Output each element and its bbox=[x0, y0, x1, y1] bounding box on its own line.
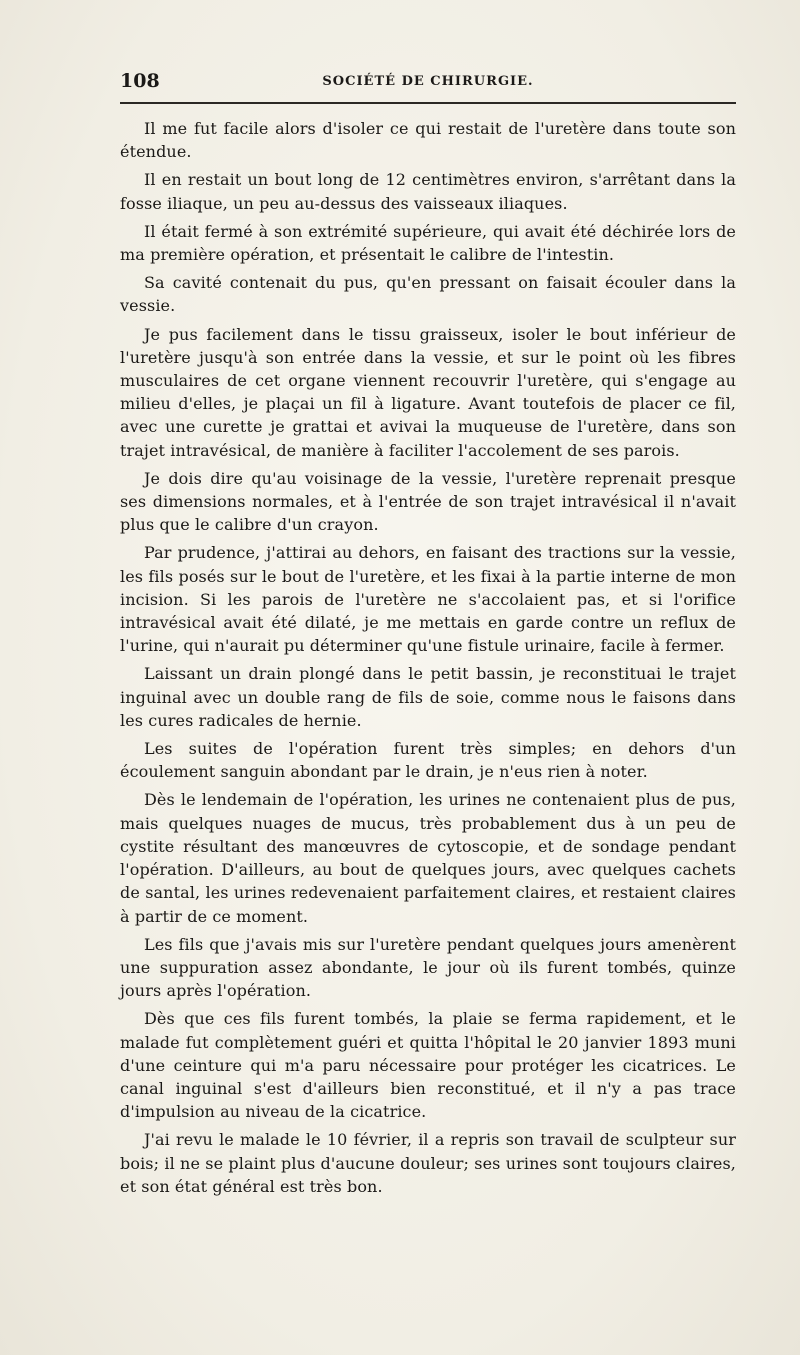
body-text bbox=[120, 117, 736, 1203]
paragraph-13: J'ai revu le malade le 10 février, il a repris son travail de sculpteur sur bois; il ne se plaint plus d'aucune douleur; ses urines sont toujours claires, et son état général est très bon. bbox=[120, 1130, 736, 1196]
paragraph-5: Je pus facilement dans le tissu graisseux, isoler le bout inférieur de l'uretère jusqu'à son entrée dans la vessie, et sur le point où les fibres musculaires de cet organe viennent recouvrir l'uretère, qui s'engage au milieu d'elles, je plaçai un fil à ligature. Avant toutefois de placer ce fil, avec une curette je grattai et avivai la muqueuse de l'uretère, dans son trajet intravésical, de manière à faciliter l'accolement de ses parois. bbox=[120, 324, 736, 460]
paragraph-8: Laissant un drain plongé dans le petit bassin, je reconstituai le trajet inguinal avec un double rang de fils de soie, comme nous le faisons dans les cures radicales de hernie. bbox=[120, 664, 736, 730]
paragraph-3: Il était fermé à son extrémité supérieure, qui avait été déchirée lors de ma première opération, et présentait le calibre de l'intestin. bbox=[120, 221, 736, 265]
header-rule bbox=[120, 102, 736, 104]
paragraph-2: Il en restait un bout long de 12 centimètres environ, s'arrêtant dans la fosse iliaque, un peu au-dessus des vaisseaux iliaques. bbox=[120, 170, 736, 213]
paragraph-1: Il me fut facile alors d'isoler ce qui restait de l'uretère dans toute son étendue. bbox=[120, 119, 736, 162]
paragraph-10: Dès le lendemain de l'opération, les urines ne contenaient plus de pus, mais quelques nuages de mucus, très probablement dus à un peu de cystite résultant des manœuvres de cytoscopie, et de sondage pendant l'opération. D'ailleurs, au bout de quelques jours, avec quelques cachets de santal, les urines redevenaient parfaitement claires, et restaient claires à partir de ce moment. bbox=[120, 790, 736, 926]
paragraph-12: Dès que ces fils furent tombés, la plaie se ferma rapidement, et le malade fut complètement guéri et quitta l'hôpital le 20 janvier 1893 muni d'une ceinture qui m'a paru nécessaire pour protéger les cicatrices. Le canal inguinal s'est d'ailleurs bien reconstitué, et il n'y a pas trace d'impulsion au niveau de la cicatrice. bbox=[120, 1009, 736, 1122]
paragraph-9: Les suites de l'opération furent très simples; en dehors d'un écoulement sanguin abondant par le drain, je n'eus rien à noter. bbox=[120, 739, 736, 782]
running-title: SOCIÉTÉ DE CHIRURGIE. bbox=[322, 74, 534, 89]
page-number: 108 bbox=[120, 70, 160, 92]
paragraph-11: Les fils que j'avais mis sur l'uretère pendant quelques jours amenèrent une suppuration assez abondante, le jour où ils furent tombés, quinze jours après l'opération. bbox=[120, 934, 736, 1001]
page-header bbox=[120, 70, 736, 98]
paragraph-4: Sa cavité contenait du pus, qu'en pressant on faisait écouler dans la vessie. bbox=[120, 273, 736, 316]
paragraph-7: Par prudence, j'attirai au dehors, en faisant des tractions sur la vessie, les fils posés sur le bout de l'uretère, et les fixai à la partie interne de mon incision. Si les parois de l'uretère ne s'accolaient pas, et si l'orifice intravésical avait été dilaté, je me mettais en garde contre un reflux de l'urine, qui n'aurait pu déterminer qu'une fistule urinaire, facile à fermer. bbox=[120, 543, 736, 656]
paragraph-6: Je dois dire qu'au voisinage de la vessie, l'uretère reprenait presque ses dimensions normales, et à l'entrée de son trajet intravésical il n'avait plus que le calibre d'un crayon. bbox=[120, 468, 736, 535]
